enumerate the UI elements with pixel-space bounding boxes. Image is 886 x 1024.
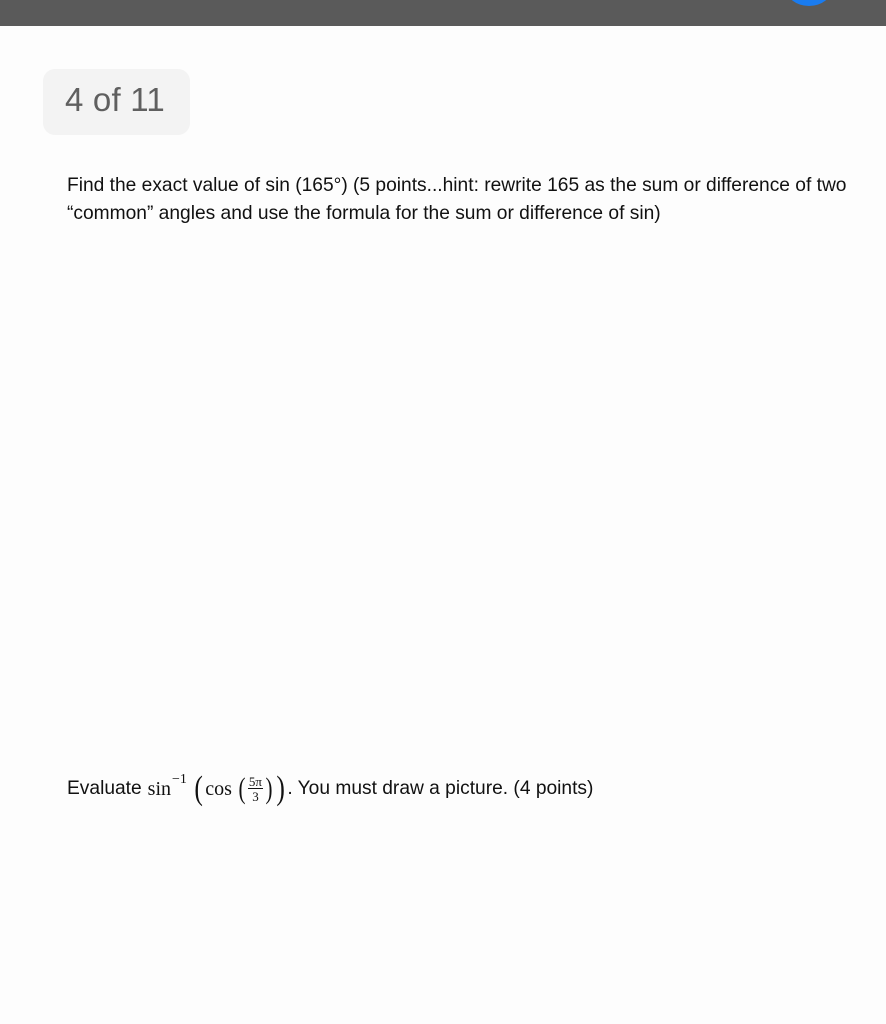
page-counter-badge xyxy=(43,69,190,135)
question-1-text: Find the exact value of sin (165°) (5 points...hint: rewrite 165 as the sum or difference of two “common” angles and use the formula for the sum or difference of sin) xyxy=(67,175,847,224)
cosine-function: cos xyxy=(205,777,232,800)
inner-right-paren: ) xyxy=(265,772,273,805)
top-toolbar xyxy=(0,0,886,26)
outer-left-paren: ( xyxy=(194,770,203,807)
fraction-numerator: 5π xyxy=(248,774,262,789)
fraction-denominator: 3 xyxy=(252,789,259,804)
question-2-suffix: . You must draw a picture. (4 points) xyxy=(287,778,594,799)
angle-fraction xyxy=(248,775,263,803)
inner-left-paren: ( xyxy=(238,772,246,805)
question-2 xyxy=(67,768,593,810)
math-expression xyxy=(148,772,288,806)
page-counter-label: 4 of 11 xyxy=(65,81,165,118)
inverse-sine-function: sin xyxy=(147,777,172,800)
inverse-superscript: −1 xyxy=(172,772,187,787)
toolbar-action-button[interactable] xyxy=(786,0,832,6)
outer-right-paren: ) xyxy=(276,770,285,807)
question-2-prefix: Evaluate xyxy=(67,778,142,799)
